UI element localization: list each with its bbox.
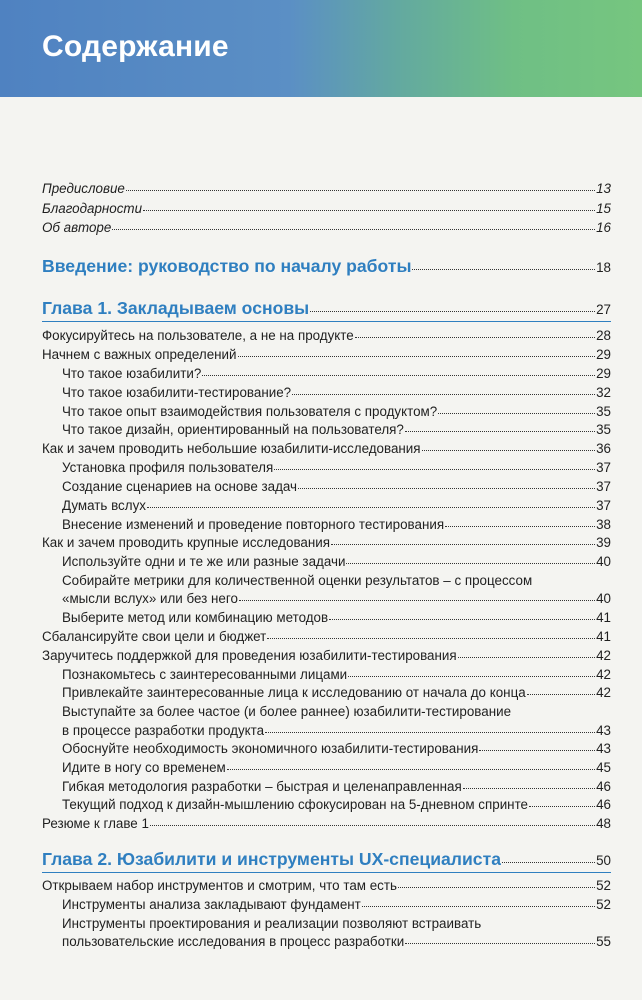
toc-subentry[interactable] bbox=[62, 459, 611, 476]
toc-entry-title: Сбалансируйте свои цели и бюджет bbox=[42, 629, 267, 644]
toc-subentry[interactable] bbox=[62, 590, 611, 607]
dot-leader bbox=[398, 887, 595, 888]
toc-entry-page: 16 bbox=[596, 220, 611, 235]
toc-entry-title: Начнем с важных определений bbox=[42, 347, 237, 362]
toc-entry-page: 27 bbox=[596, 302, 611, 317]
dot-leader bbox=[112, 229, 595, 230]
toc-entry-title: Что такое опыт взаимодействия пользователя с продуктом? bbox=[62, 404, 438, 419]
toc-entry[interactable] bbox=[42, 346, 611, 363]
header-banner bbox=[0, 0, 642, 97]
toc-entry-title: Предисловие bbox=[42, 181, 125, 196]
toc-entry-title: «мысли вслух» или без него bbox=[62, 591, 238, 606]
toc-entry-page: 39 bbox=[596, 535, 611, 550]
toc-subentry[interactable] bbox=[62, 403, 611, 420]
toc-entry[interactable] bbox=[42, 877, 611, 894]
toc-entry-page: 18 bbox=[596, 260, 611, 275]
toc-entry-page: 13 bbox=[596, 181, 611, 196]
toc-entry-page: 52 bbox=[596, 897, 611, 912]
toc-entry-page: 37 bbox=[596, 498, 611, 513]
dot-leader bbox=[202, 375, 595, 376]
dot-leader bbox=[143, 210, 595, 211]
toc-entry-page: 41 bbox=[596, 610, 611, 625]
dot-leader bbox=[412, 269, 595, 270]
toc-entry-title: Гибкая методология разработки – быстрая и целенаправленная bbox=[62, 779, 462, 794]
toc-entry[interactable] bbox=[42, 534, 611, 551]
dot-leader bbox=[147, 507, 595, 508]
toc-entry-title: Что такое юзабилити-тестирование? bbox=[62, 385, 292, 400]
dot-leader bbox=[527, 694, 595, 695]
toc-subentry[interactable] bbox=[62, 497, 611, 514]
toc-subentry[interactable] bbox=[62, 778, 611, 795]
toc-entry-title: Заручитесь поддержкой для проведения юзабилити-тестирования bbox=[42, 648, 457, 663]
toc-entry-title: Открываем набор инструментов и смотрим, что там есть bbox=[42, 878, 397, 893]
toc-entry-page: 48 bbox=[596, 816, 611, 831]
toc-entry-title: в процессе разработки продукта bbox=[62, 723, 265, 738]
toc-entry-title: Что такое юзабилити? bbox=[62, 366, 202, 381]
dot-leader bbox=[445, 526, 595, 527]
dot-leader bbox=[405, 943, 595, 944]
toc-subentry[interactable] bbox=[62, 684, 611, 701]
toc-entry-title: Привлекайте заинтересованные лица к исследованию от начала до конца bbox=[62, 685, 526, 700]
dot-leader bbox=[438, 413, 595, 414]
dot-leader bbox=[405, 431, 595, 432]
toc-entry-title: Что такое дизайн, ориентированный на пользователя? bbox=[62, 422, 404, 437]
toc-entry-page: 37 bbox=[596, 479, 611, 494]
toc-entry-page: 41 bbox=[596, 629, 611, 644]
dot-leader bbox=[458, 657, 595, 658]
dot-leader bbox=[126, 190, 595, 191]
toc-entry-page: 35 bbox=[596, 422, 611, 437]
dot-leader bbox=[502, 862, 595, 863]
toc-entry-title: Текущий подход к дизайн-мышлению сфокусирован на 5-дневном спринте bbox=[62, 797, 529, 812]
toc-entry-title: Внесение изменений и проведение повторного тестирования bbox=[62, 517, 445, 532]
toc-entry-page: 43 bbox=[596, 723, 611, 738]
toc-subentry[interactable] bbox=[62, 609, 611, 626]
toc-subentry[interactable] bbox=[62, 666, 611, 683]
toc-entry-page: 42 bbox=[596, 648, 611, 663]
toc-entry[interactable] bbox=[42, 180, 611, 197]
toc-entry-page: 29 bbox=[596, 366, 611, 381]
toc-subentry[interactable] bbox=[62, 384, 611, 401]
toc-entry-page: 42 bbox=[596, 667, 611, 682]
toc-entry-title: Фокусируйтесь на пользователе, а не на продукте bbox=[42, 328, 354, 343]
toc-subentry[interactable] bbox=[62, 759, 611, 776]
toc-entry[interactable] bbox=[42, 200, 611, 217]
toc-subentry-line1[interactable]: Выступайте за более частое (и более раннее) юзабилити-тестирование bbox=[62, 704, 512, 719]
toc-entry-page: 43 bbox=[596, 741, 611, 756]
dot-leader bbox=[355, 337, 595, 338]
toc-entry-page: 29 bbox=[596, 347, 611, 362]
toc-entry-title: Выберите метод или комбинацию методов bbox=[62, 610, 329, 625]
toc-entry-title: пользовательские исследования в процесс разработки bbox=[62, 934, 405, 949]
dot-leader bbox=[346, 563, 595, 564]
toc-chapter-2[interactable] bbox=[42, 848, 611, 872]
dot-leader bbox=[274, 469, 595, 470]
toc-subentry[interactable] bbox=[62, 365, 611, 382]
toc-entry-page: 28 bbox=[596, 328, 611, 343]
toc-entry[interactable] bbox=[42, 647, 611, 664]
toc-entry-title: Установка профиля пользователя bbox=[62, 460, 274, 475]
page-title: Содержание bbox=[42, 30, 229, 63]
toc-entry-page: 35 bbox=[596, 404, 611, 419]
toc-entry-title: Идите в ногу со временем bbox=[62, 760, 226, 775]
toc-subentry[interactable] bbox=[62, 478, 611, 495]
toc-chapter-title: Глава 2. Юзабилити и инструменты UX-специалиста bbox=[42, 849, 501, 869]
toc-entry-title: Думать вслух bbox=[62, 498, 146, 513]
dot-leader bbox=[348, 676, 595, 677]
toc-subentry[interactable] bbox=[62, 553, 611, 570]
toc-entry-title: Резюме к главе 1 bbox=[42, 816, 149, 831]
toc-entry-title: Обоснуйте необходимость экономичного юзабилити-тестирования bbox=[62, 741, 479, 756]
dot-leader bbox=[267, 638, 595, 639]
dot-leader bbox=[362, 906, 595, 907]
toc-subentry-line1[interactable]: Инструменты проектирования и реализации позволяют встраивать bbox=[62, 916, 482, 931]
toc-entry-page: 40 bbox=[596, 554, 611, 569]
dot-leader bbox=[292, 394, 595, 395]
toc-subentry[interactable] bbox=[62, 722, 611, 739]
toc-subentry[interactable] bbox=[62, 740, 611, 757]
toc-entry-title: Об авторе bbox=[42, 220, 112, 235]
toc-entry-title: Создание сценариев на основе задач bbox=[62, 479, 298, 494]
toc-entry-page: 15 bbox=[596, 201, 611, 216]
dot-leader bbox=[238, 356, 596, 357]
toc-subentry[interactable] bbox=[62, 421, 611, 438]
toc-entry-title: Инструменты анализа закладывают фундамент bbox=[62, 897, 361, 912]
toc-entry-title: Как и зачем проводить небольшие юзабилити-исследования bbox=[42, 441, 421, 456]
dot-leader bbox=[298, 488, 595, 489]
toc-chapter-1[interactable] bbox=[42, 297, 611, 321]
toc-chapter-intro[interactable] bbox=[42, 255, 611, 279]
toc-subentry[interactable] bbox=[62, 896, 611, 913]
toc-chapter-title: Глава 1. Закладываем основы bbox=[42, 298, 310, 318]
toc-entry[interactable] bbox=[42, 440, 611, 457]
toc-entry-page: 38 bbox=[596, 517, 611, 532]
toc-entry-page: 42 bbox=[596, 685, 611, 700]
chapter-rule bbox=[42, 321, 611, 322]
dot-leader bbox=[265, 732, 595, 733]
toc-entry[interactable] bbox=[42, 327, 611, 344]
dot-leader bbox=[479, 750, 595, 751]
toc-entry-page: 45 bbox=[596, 760, 611, 775]
toc-entry-page: 52 bbox=[596, 878, 611, 893]
chapter-rule bbox=[42, 872, 611, 873]
toc-entry[interactable] bbox=[42, 219, 611, 236]
toc-entry-page: 46 bbox=[596, 779, 611, 794]
toc-entry-page: 46 bbox=[596, 797, 611, 812]
toc-chapter-title: Введение: руководство по началу работы bbox=[42, 256, 412, 276]
toc-subentry[interactable] bbox=[62, 933, 611, 950]
dot-leader bbox=[463, 788, 595, 789]
toc-subentry[interactable] bbox=[62, 516, 611, 533]
toc-entry[interactable] bbox=[42, 628, 611, 645]
toc-entry-title: Познакомьтесь с заинтересованными лицами bbox=[62, 667, 348, 682]
dot-leader bbox=[150, 825, 595, 826]
toc-entry-page: 55 bbox=[596, 934, 611, 949]
toc-entry-title: Благодарности bbox=[42, 201, 143, 216]
dot-leader bbox=[331, 544, 595, 545]
toc-entry-title: Используйте одни и те же или разные задачи bbox=[62, 554, 346, 569]
dot-leader bbox=[422, 450, 596, 451]
toc-entry-page: 37 bbox=[596, 460, 611, 475]
dot-leader bbox=[329, 619, 595, 620]
toc-entry-page: 36 bbox=[596, 441, 611, 456]
dot-leader bbox=[239, 600, 595, 601]
toc-subentry[interactable] bbox=[62, 796, 611, 813]
toc-subentry-line1[interactable]: Собирайте метрики для количественной оценки результатов – с процессом bbox=[62, 573, 533, 588]
toc-entry-title: Как и зачем проводить крупные исследования bbox=[42, 535, 330, 550]
toc-entry-page: 32 bbox=[596, 385, 611, 400]
toc-entry[interactable] bbox=[42, 815, 611, 832]
dot-leader bbox=[529, 806, 595, 807]
dot-leader bbox=[227, 769, 595, 770]
dot-leader bbox=[310, 311, 595, 312]
toc-entry-page: 40 bbox=[596, 591, 611, 606]
toc-entry-page: 50 bbox=[596, 853, 611, 868]
